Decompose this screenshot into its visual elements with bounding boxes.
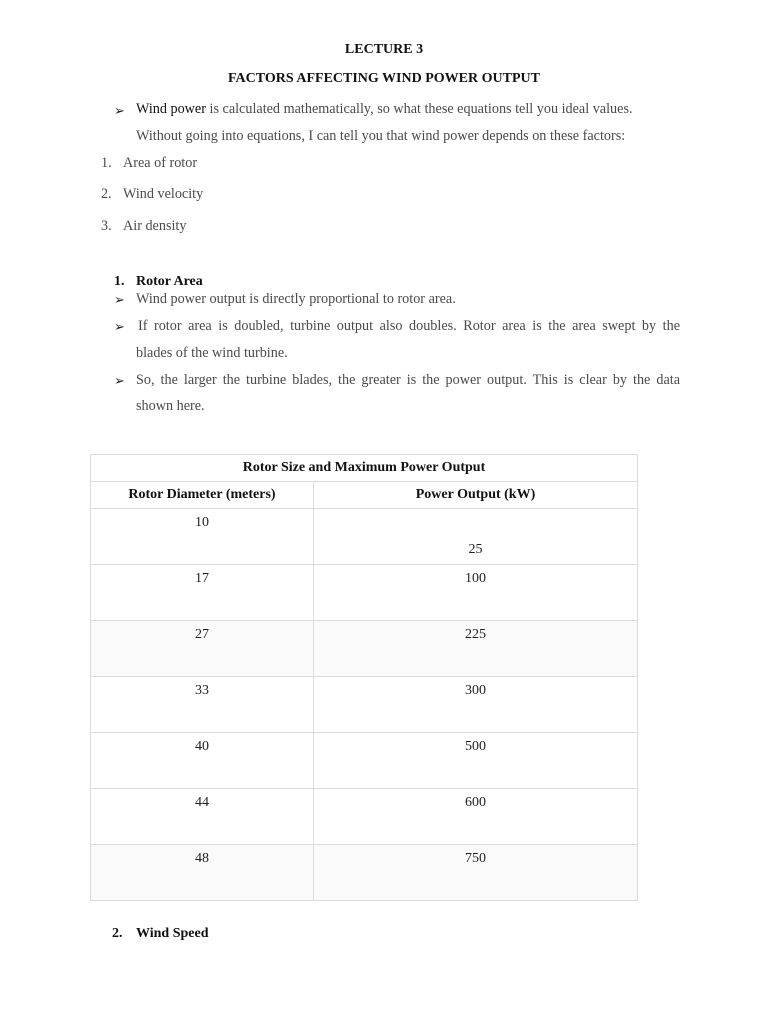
page-title: FACTORS AFFECTING WIND POWER OUTPUT	[228, 71, 540, 86]
cell-value: 25	[468, 542, 483, 557]
table-row	[91, 733, 638, 789]
cell-power	[314, 509, 638, 565]
table-row	[91, 845, 638, 901]
cell-value: 10	[195, 515, 209, 530]
factor-number: 2.	[101, 186, 112, 202]
cell-value: 600	[465, 795, 486, 810]
cell-power	[314, 621, 638, 677]
cell-diameter	[91, 565, 314, 621]
column-header-power-output: Power Output (kW)	[314, 482, 638, 509]
cell-value: 225	[465, 627, 486, 642]
arrow-bullet-icon: ➢	[114, 103, 125, 118]
section-heading-wind-speed: Wind Speed	[136, 926, 209, 941]
cell-power	[314, 565, 638, 621]
table-caption: Rotor Size and Maximum Power Output	[91, 455, 638, 482]
table-row	[91, 509, 638, 565]
cell-value: 300	[465, 683, 486, 698]
cell-value: 17	[195, 571, 209, 586]
factor-item: Wind velocity	[123, 186, 204, 202]
table-row	[91, 789, 638, 845]
cell-power	[314, 845, 638, 901]
cell-value: 27	[195, 627, 209, 642]
cell-value: 44	[195, 795, 209, 810]
cell-value: 48	[195, 851, 209, 866]
cell-value: 750	[465, 851, 486, 866]
factor-item: Air density	[123, 218, 187, 234]
bullet-text-continued: shown here.	[136, 398, 205, 414]
bullet-text: If rotor area is doubled, turbine output also doubles. Rotor area is the area swept by the	[138, 318, 680, 334]
factor-number: 1.	[101, 155, 112, 171]
cell-diameter	[91, 509, 314, 565]
arrow-bullet-icon: ➢	[114, 373, 125, 388]
cell-diameter	[91, 733, 314, 789]
intro-paragraph	[136, 96, 680, 123]
section-heading-rotor-area: Rotor Area	[136, 274, 203, 289]
cell-value: 40	[195, 739, 209, 754]
table-row	[91, 677, 638, 733]
cell-diameter	[91, 845, 314, 901]
cell-value: 500	[465, 739, 486, 754]
factor-number: 3.	[101, 218, 112, 234]
cell-value: 100	[465, 571, 486, 586]
cell-diameter	[91, 621, 314, 677]
cell-power	[314, 677, 638, 733]
cell-value: 33	[195, 683, 209, 698]
intro-line2: Without going into equations, I can tell you that wind power depends on these factors:	[136, 128, 626, 144]
intro-bold-term: Wind power	[136, 101, 206, 117]
rotor-size-table	[90, 454, 638, 901]
arrow-bullet-icon: ➢	[114, 292, 125, 307]
cell-power	[314, 789, 638, 845]
arrow-bullet-icon: ➢	[114, 319, 125, 334]
bullet-text: Wind power output is directly proportional to rotor area.	[136, 291, 456, 307]
intro-line1-text: is calculated mathematically, so what these equations tell you ideal values.	[205, 101, 633, 117]
lecture-number: LECTURE 3	[344, 42, 424, 57]
bullet-text-continued: blades of the wind turbine.	[136, 345, 288, 361]
column-header-rotor-diameter: Rotor Diameter (meters)	[91, 482, 314, 509]
bullet-text: So, the larger the turbine blades, the greater is the power output. This is clear by the data	[136, 372, 680, 388]
table-row	[91, 621, 638, 677]
section-number: 1.	[114, 274, 125, 289]
factor-item: Area of rotor	[123, 155, 198, 171]
table-row	[91, 565, 638, 621]
cell-power	[314, 733, 638, 789]
cell-diameter	[91, 677, 314, 733]
cell-diameter	[91, 789, 314, 845]
section-number: 2.	[112, 926, 123, 941]
